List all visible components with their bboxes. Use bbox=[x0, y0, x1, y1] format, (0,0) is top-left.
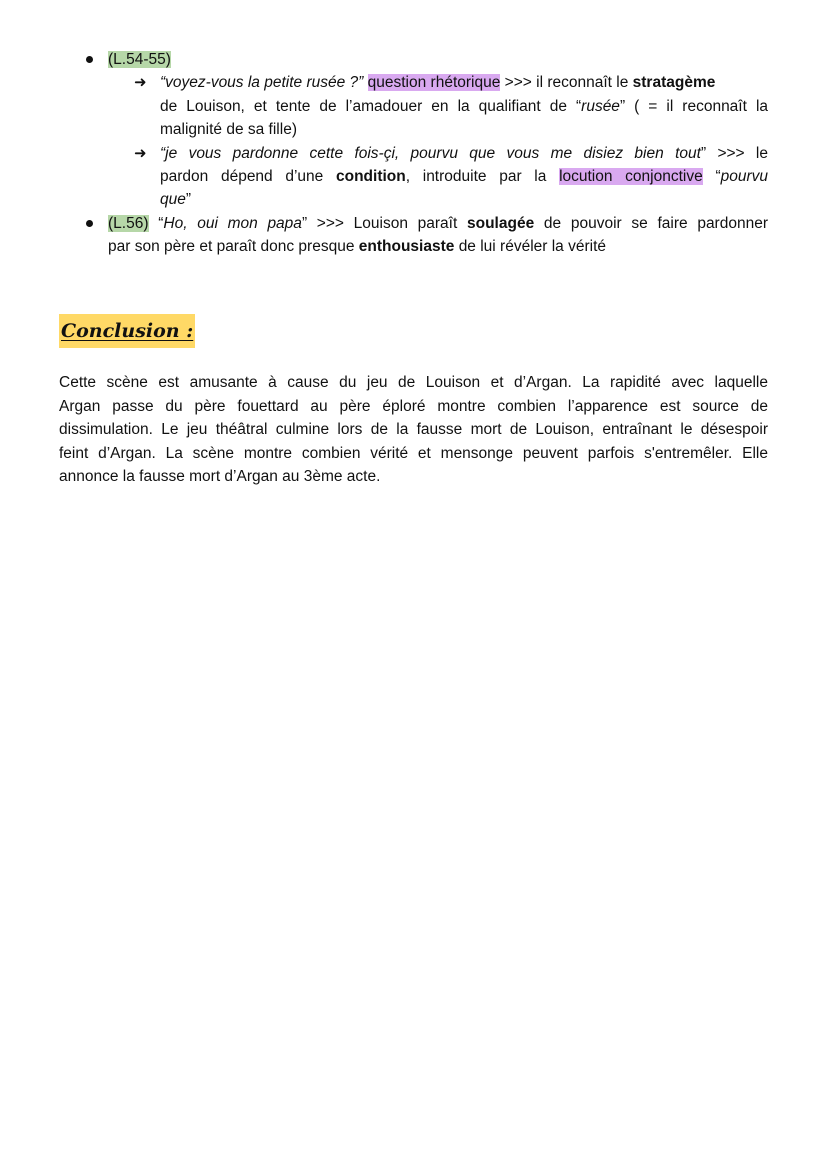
analysis-text: ” >>> le bbox=[700, 145, 769, 162]
analysis-text: de Louison, et tente de l’amadouer en la qualifiant de “ bbox=[160, 98, 582, 115]
bullet-dot bbox=[86, 56, 93, 63]
figure-of-speech-highlight: question rhétorique bbox=[367, 74, 501, 91]
sub-item-line-2 bbox=[160, 95, 768, 119]
analysis-text: de pouvoir se faire pardonner bbox=[543, 215, 768, 232]
paragraph-line: feint d’Argan. La scène montre combien vérité et mensonge peuvent parfois s'entremêler. Elle bbox=[59, 445, 768, 462]
sub-item-line-2 bbox=[160, 165, 768, 189]
quote-mark: ” bbox=[185, 191, 192, 208]
paragraph-line: Argan passe du père fouettard au père éploré montre combien l’apparence est source de bbox=[59, 398, 768, 415]
analysis-text: pardon dépend d’une bbox=[160, 168, 324, 185]
quote-text: “je vous pardonne cette fois-çi, pourvu que vous me disiez bien tout bbox=[160, 145, 701, 162]
line-reference-highlight: (L.54-55) bbox=[108, 51, 171, 68]
bullet-line-2 bbox=[108, 235, 606, 259]
arrow-icon: ➜ bbox=[134, 145, 147, 162]
bullet-line-1 bbox=[108, 212, 768, 236]
paragraph-line: dissimulation. Le jeu théâtral culmine lors de la fausse mort de Louison, entraînant le désespoir bbox=[59, 421, 768, 438]
bold-keyword: soulagée bbox=[467, 215, 535, 232]
analysis-text: >>> il reconnaît le bbox=[504, 74, 629, 91]
sub-item-line-1 bbox=[160, 142, 768, 166]
paragraph-line: annonce la fausse mort d’Argan au 3ème acte. bbox=[59, 468, 381, 485]
sub-item-line-3: malignité de sa fille) bbox=[160, 121, 297, 138]
quote-text: “voyez-vous la petite rusée ?” bbox=[160, 74, 364, 91]
line-reference-highlight: (L.56) bbox=[108, 215, 149, 232]
quote-text: rusée bbox=[581, 98, 620, 115]
bold-keyword: stratagème bbox=[632, 74, 716, 91]
quote-text: pourvu bbox=[720, 168, 769, 185]
analysis-text: par son père et paraît donc presque bbox=[108, 238, 355, 255]
analysis-text: , introduite par la bbox=[405, 168, 547, 185]
quote-text: Ho, oui mon papa bbox=[163, 215, 302, 232]
bold-keyword: condition bbox=[336, 168, 406, 185]
quote-mark: “ bbox=[715, 168, 721, 185]
figure-of-speech-highlight: locution conjonctive bbox=[559, 168, 703, 185]
paragraph-line: Cette scène est amusante à cause du jeu de Louison et d’Argan. La rapidité avec laquelle bbox=[59, 374, 768, 391]
quote-text: que bbox=[160, 191, 186, 208]
sub-item-line-3 bbox=[160, 188, 191, 212]
sub-item-line-1 bbox=[160, 71, 768, 95]
analysis-text: ” ( = il reconnaît la bbox=[619, 98, 769, 115]
quote-mark: “ bbox=[158, 215, 164, 232]
analysis-text: ” >>> Louison paraît bbox=[301, 215, 458, 232]
bold-keyword: enthousiaste bbox=[358, 238, 455, 255]
analysis-text: de lui révéler la vérité bbox=[458, 238, 607, 255]
conclusion-heading: Conclusion : bbox=[59, 314, 195, 348]
arrow-icon: ➜ bbox=[134, 74, 147, 91]
bullet-dot bbox=[86, 220, 93, 227]
bullet-ref-line bbox=[108, 48, 171, 72]
